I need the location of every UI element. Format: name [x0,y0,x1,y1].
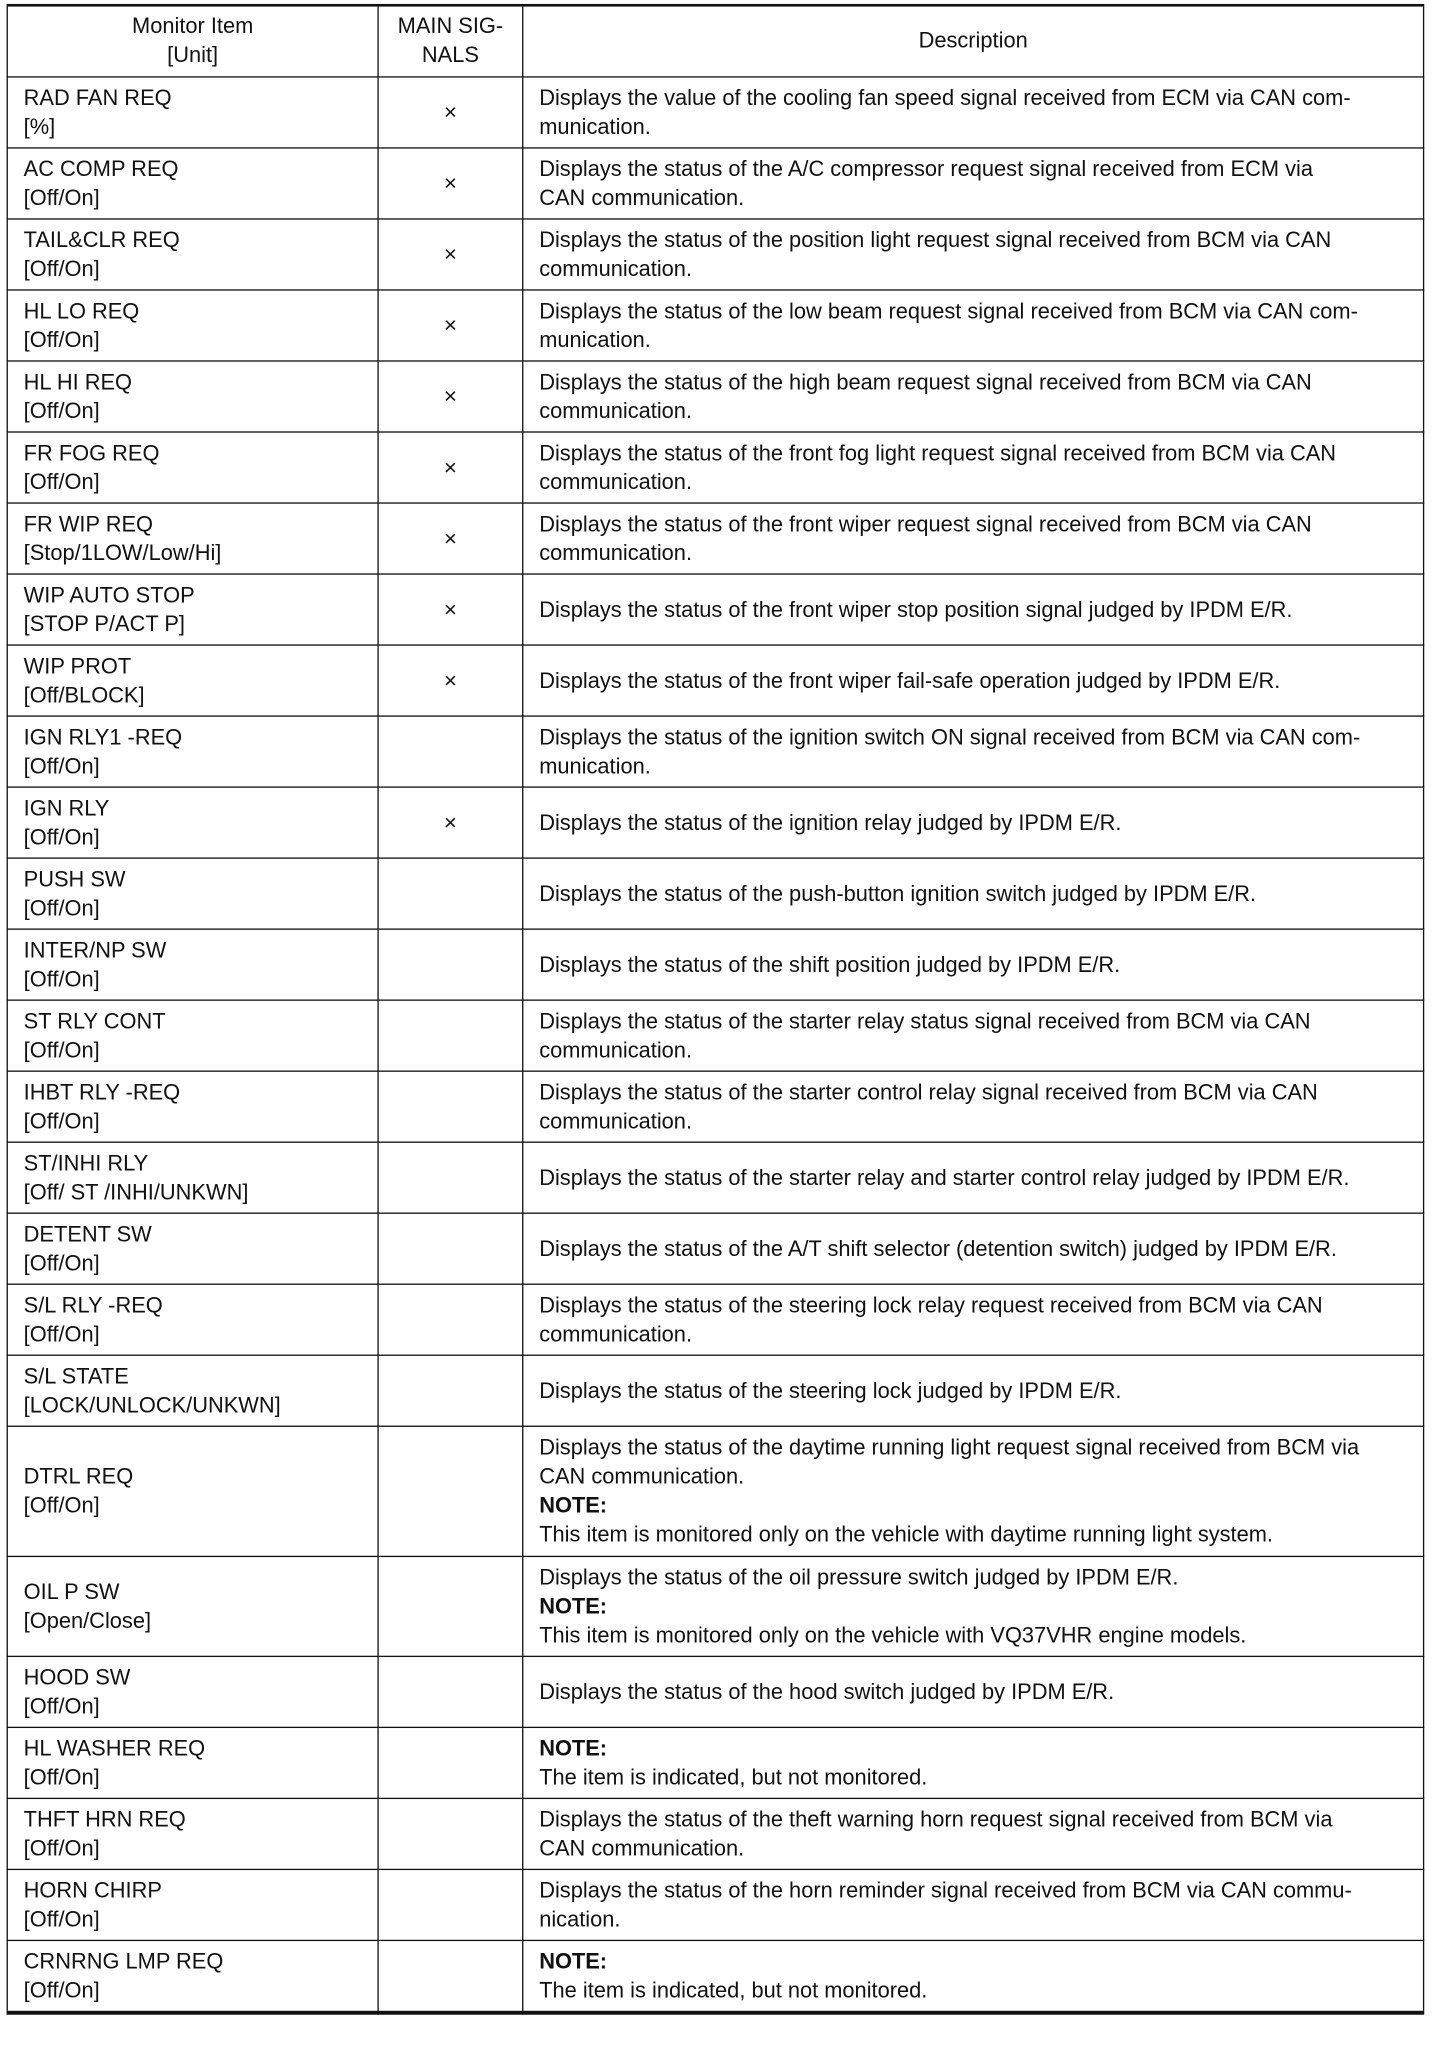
monitor-item-cell [7,1940,378,2012]
monitor-item-cell [7,1142,378,1213]
main-signal-cell [378,1355,523,1426]
monitor-item-cell [7,999,378,1070]
main-signal-cell [378,857,523,928]
main-signal-cell [378,1426,523,1556]
description-cell [523,1727,1424,1798]
description-cell [523,999,1424,1070]
monitor-item-cell [7,431,378,502]
description-cell [523,715,1424,786]
description-text: Displays the status of the theft warning horn request signal received from BCM via [539,1806,1333,1832]
header-main-signals [378,5,523,76]
description-text: Displays the status of the hood switch judged by IPDM E/R. [539,1678,1115,1704]
main-signal-mark: × [443,667,457,693]
description-text: Displays the status of the starter relay and starter control relay judged by IPDM E/R. [539,1164,1350,1190]
main-signal-mark: × [443,312,457,338]
monitor-item-unit: [Off/On] [23,965,100,991]
main-signal-cell [378,1556,523,1656]
monitor-item-unit: [Off/On] [23,1107,100,1133]
table-row [7,218,1423,289]
description-text: Displays the status of the front wiper fail-safe operation judged by IPDM E/R. [539,667,1281,693]
monitor-item-cell [7,1426,378,1556]
table-row [7,360,1423,431]
main-signal-mark: × [443,525,457,551]
monitor-item-name: TAIL&CLR REQ [23,226,180,252]
table-row [7,786,1423,857]
monitor-item-cell [7,1556,378,1656]
main-signal-cell [378,999,523,1070]
monitor-item-unit: [Off/On] [23,894,100,920]
header-monitor-item-label: Monitor Item [132,12,254,38]
monitor-item-unit: [Off/On] [23,1492,100,1518]
table-row [7,1727,1423,1798]
main-signal-mark: × [443,809,457,835]
table-row [7,431,1423,502]
main-signal-cell [378,644,523,715]
monitor-item-name: CRNRNG LMP REQ [23,1948,224,1974]
main-signal-cell [378,360,523,431]
monitor-item-name: S/L STATE [23,1363,129,1389]
monitor-item-table [7,4,1425,2014]
main-signal-cell [378,502,523,573]
description-cell [523,218,1424,289]
description-text: Displays the status of the starter control relay signal received from BCM via CAN [539,1079,1318,1105]
monitor-item-name: HL HI REQ [23,368,133,394]
monitor-item-name: DTRL REQ [23,1463,134,1489]
main-signal-mark: × [443,241,457,267]
monitor-item-name: IGN RLY [23,794,110,820]
description-text: Displays the status of the A/T shift selector (detention switch) judged by IPDM E/R. [539,1235,1337,1261]
description-cell [523,1556,1424,1656]
table-row [7,1426,1423,1556]
main-signal-cell [378,573,523,644]
monitor-item-cell [7,644,378,715]
header-row [7,5,1423,76]
description-cell [523,1355,1424,1426]
main-signal-cell [378,218,523,289]
note-label: NOTE: [539,1948,608,1974]
monitor-item-cell [7,502,378,573]
note-label: NOTE: [539,1735,608,1761]
table-row [7,999,1423,1070]
table-row [7,928,1423,999]
table-row [7,1142,1423,1213]
description-cell [523,644,1424,715]
table-row [7,1940,1423,2012]
description-text: Displays the status of the ignition switch ON signal received from BCM via CAN com- [539,723,1361,749]
note-text: The item is indicated, but not monitored. [539,1764,928,1790]
monitor-item-name: FR FOG REQ [23,439,160,465]
monitor-item-unit: [Stop/1LOW/Low/Hi] [23,539,222,565]
monitor-item-unit: [Off/On] [23,752,100,778]
monitor-item-name: S/L RLY -REQ [23,1292,163,1318]
monitor-item-unit: [Off/BLOCK] [23,681,145,707]
description-text: communication. [539,468,693,494]
monitor-item-unit: [Off/On] [23,1764,100,1790]
description-text: Displays the status of the position light request signal received from BCM via CAN [539,226,1332,252]
monitor-item-cell [7,786,378,857]
monitor-item-name: WIP AUTO STOP [23,581,195,607]
main-signal-cell [378,1142,523,1213]
monitor-item-unit: [%] [23,113,56,139]
monitor-item-unit: [Off/On] [23,1321,100,1347]
description-cell [523,1142,1424,1213]
description-text: Displays the status of the front wiper stop position signal judged by IPDM E/R. [539,596,1293,622]
main-signal-cell [378,76,523,147]
table-row [7,1556,1423,1656]
description-text: Displays the status of the high beam request signal received from BCM via CAN [539,368,1312,394]
description-text: communication. [539,255,693,281]
monitor-item-name: HL WASHER REQ [23,1735,206,1761]
header-description [523,5,1424,76]
note-text: This item is monitored only on the vehicle with VQ37VHR engine models. [539,1622,1247,1648]
monitor-item-name: HOOD SW [23,1664,131,1690]
table-row [7,1070,1423,1141]
table-row [7,573,1423,644]
description-cell [523,1940,1424,2012]
monitor-item-unit: [Off/On] [23,1835,100,1861]
table-body [7,76,1423,2012]
monitor-item-unit: [Off/ ST /INHI/UNKWN] [23,1178,249,1204]
main-signal-cell [378,1727,523,1798]
description-cell [523,1656,1424,1727]
monitor-item-unit: [Off/On] [23,1906,100,1932]
monitor-item-cell [7,289,378,360]
description-text: Displays the status of the starter relay status signal received from BCM via CAN [539,1008,1311,1034]
description-cell [523,360,1424,431]
monitor-item-name: DETENT SW [23,1221,152,1247]
monitor-item-unit: [Off/On] [23,1977,100,2003]
main-signal-cell [378,1656,523,1727]
main-signal-cell [378,928,523,999]
description-text: CAN communication. [539,1463,745,1489]
description-text: Displays the status of the A/C compressor request signal received from ECM via [539,155,1314,181]
description-text: munication. [539,113,651,139]
description-cell [523,1869,1424,1940]
monitor-item-cell [7,360,378,431]
description-cell [523,431,1424,502]
monitor-item-name: HORN CHIRP [23,1877,162,1903]
description-text: CAN communication. [539,184,745,210]
monitor-item-name: THFT HRN REQ [23,1806,186,1832]
monitor-item-unit: [Off/On] [23,1250,100,1275]
description-text: nication. [539,1906,621,1932]
description-text: Displays the status of the steering lock judged by IPDM E/R. [539,1377,1122,1403]
description-text: Displays the status of the ignition relay judged by IPDM E/R. [539,809,1122,835]
main-signal-cell [378,147,523,218]
description-cell [523,1213,1424,1284]
table-row [7,1798,1423,1869]
table-row [7,715,1423,786]
main-signal-cell [378,1284,523,1355]
monitor-item-unit: [Open/Close] [23,1607,152,1633]
monitor-item-unit: [Off/On] [23,326,100,352]
main-signal-cell [378,1070,523,1141]
monitor-item-name: OIL P SW [23,1578,120,1604]
table-row [7,1213,1423,1284]
monitor-item-name: ST/INHI RLY [23,1150,149,1176]
monitor-item-cell [7,928,378,999]
monitor-item-name: AC COMP REQ [23,155,179,181]
header-monitor-item [7,5,378,76]
description-cell [523,786,1424,857]
table-row [7,1656,1423,1727]
monitor-item-cell [7,76,378,147]
description-text: Displays the status of the oil pressure switch judged by IPDM E/R. [539,1564,1179,1590]
description-text: Displays the status of the steering lock relay request received from BCM via CAN [539,1292,1323,1318]
main-signal-cell [378,1869,523,1940]
description-cell [523,1798,1424,1869]
table-row [7,289,1423,360]
table-row [7,644,1423,715]
description-text: Displays the status of the daytime running light request signal received from BCM via [539,1434,1360,1460]
monitor-item-cell [7,218,378,289]
monitor-item-unit: [Off/On] [23,255,100,281]
description-text: communication. [539,1107,693,1133]
main-signal-mark: × [443,454,457,480]
description-cell [523,928,1424,999]
monitor-item-name: PUSH SW [23,865,126,891]
monitor-item-cell [7,1284,378,1355]
table-row [7,76,1423,147]
monitor-item-cell [7,1070,378,1141]
main-signal-cell [378,715,523,786]
table-row [7,1869,1423,1940]
monitor-item-unit: [Off/On] [23,468,100,494]
monitor-item-cell [7,1213,378,1284]
table-row [7,1355,1423,1426]
monitor-item-cell [7,1798,378,1869]
description-text: communication. [539,1036,693,1062]
monitor-item-unit: [Off/On] [23,1036,100,1062]
note-label: NOTE: [539,1492,608,1518]
description-text: Displays the status of the horn reminder signal received from BCM via CAN commu- [539,1877,1352,1903]
note-text: The item is indicated, but not monitored. [539,1977,928,2003]
header-main-signals-line2: NALS [421,41,479,67]
description-cell [523,1284,1424,1355]
monitor-item-cell [7,1656,378,1727]
header-main-signals-line1: MAIN SIG- [397,12,504,38]
description-cell [523,857,1424,928]
description-text: munication. [539,752,651,778]
description-cell [523,1070,1424,1141]
main-signal-mark: × [443,99,457,125]
table-header [7,5,1423,76]
description-cell [523,147,1424,218]
table-row [7,857,1423,928]
monitor-item-name: IGN RLY1 -REQ [23,723,183,749]
main-signal-cell [378,1798,523,1869]
monitor-item-cell [7,1355,378,1426]
monitor-item-name: FR WIP REQ [23,510,154,536]
monitor-item-unit: [LOCK/UNLOCK/UNKWN] [23,1392,281,1418]
monitor-item-cell [7,1727,378,1798]
monitor-item-name: IHBT RLY -REQ [23,1079,181,1105]
description-cell [523,1426,1424,1556]
description-text: CAN communication. [539,1835,745,1861]
description-text: Displays the value of the cooling fan speed signal received from ECM via CAN com- [539,84,1351,110]
monitor-item-unit: [Off/On] [23,1693,100,1719]
monitor-item-name: HL LO REQ [23,297,140,323]
description-text: Displays the status of the front wiper request signal received from BCM via CAN [539,510,1312,536]
note-text: This item is monitored only on the vehicle with daytime running light system. [539,1521,1273,1547]
table-row [7,1284,1423,1355]
description-text: Displays the status of the front fog light request signal received from BCM via CAN [539,439,1337,465]
description-text: communication. [539,1321,693,1347]
monitor-item-name: WIP PROT [23,652,132,678]
monitor-item-name: ST RLY CONT [23,1008,166,1034]
monitor-item-unit: [Off/On] [23,184,100,210]
note-label: NOTE: [539,1593,608,1619]
main-signal-cell [378,786,523,857]
monitor-item-name: RAD FAN REQ [23,84,172,110]
monitor-item-cell [7,1869,378,1940]
main-signal-cell [378,289,523,360]
main-signal-mark: × [443,596,457,622]
description-text: communication. [539,397,693,423]
monitor-item-cell [7,715,378,786]
main-signal-mark: × [443,170,457,196]
description-text: Displays the status of the shift position judged by IPDM E/R. [539,951,1121,977]
monitor-item-cell [7,573,378,644]
main-signal-cell [378,1213,523,1284]
monitor-item-cell [7,857,378,928]
monitor-item-name: INTER/NP SW [23,937,167,962]
main-signal-cell [378,1940,523,2012]
monitor-item-unit: [Off/On] [23,823,100,849]
description-text: communication. [539,539,693,565]
description-text: Displays the status of the push-button ignition switch judged by IPDM E/R. [539,880,1257,906]
main-signal-mark: × [443,383,457,409]
description-cell [523,502,1424,573]
monitor-item-unit: [Off/On] [23,397,100,423]
header-unit-label: [Unit] [167,41,219,67]
description-cell [523,289,1424,360]
monitor-item-cell [7,147,378,218]
description-cell [523,573,1424,644]
header-description-label: Description [918,27,1028,53]
description-cell [523,76,1424,147]
description-text: munication. [539,326,651,352]
description-text: Displays the status of the low beam request signal received from BCM via CAN com- [539,297,1358,323]
table-row [7,147,1423,218]
monitor-item-unit: [STOP P/ACT P] [23,610,185,636]
table-row [7,502,1423,573]
main-signal-cell [378,431,523,502]
